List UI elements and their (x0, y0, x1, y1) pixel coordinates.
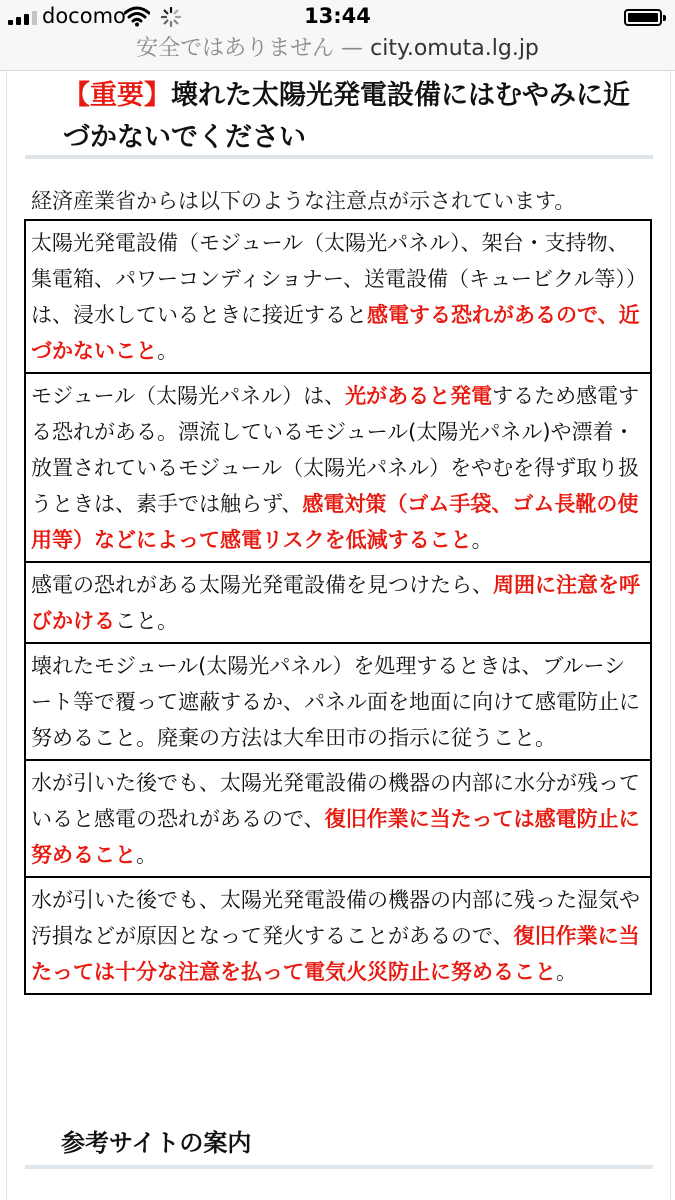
note-emphasis: 光があると発電 (345, 384, 493, 408)
precaution-item (26, 372, 650, 561)
note-emphasis: 復旧作業に当たっては十分な注意を払って電気火災防止に努めること (31, 924, 640, 984)
note-emphasis: 感電対策（ゴム手袋、ゴム長靴の使用等）などによって感電リスクを低減すること (31, 492, 639, 552)
precaution-item (26, 642, 650, 759)
note-text: 。 (157, 339, 178, 363)
address-bar[interactable] (0, 34, 675, 71)
security-warning-label: 安全ではありません (136, 36, 335, 61)
heading-divider (25, 155, 653, 159)
note-text: 。 (556, 960, 577, 984)
intro-text: 経済産業省からは以下のような注意点が示されています。 (31, 189, 576, 213)
note-text: 。 (471, 528, 493, 552)
reference-sites-heading: 参考サイトの案内 (61, 1129, 252, 1157)
note-text: するため感電する恐れがある。漂流しているモジュール(太陽光パネル)や漂着・放置されているモジュール（太陽光パネル）をやむを得ず取り扱うときは、素手では触らず、 (31, 384, 640, 516)
note-emphasis: 感電する恐れがあるので、近づかないこと (31, 303, 640, 363)
page-title-text: 壊れた太陽光発電設備にはむやみに近づかないでください (63, 80, 630, 153)
note-emphasis: 復旧作業に当たっては感電防止に努めること (31, 807, 640, 867)
battery-icon (624, 9, 662, 26)
note-text: 。 (136, 843, 157, 867)
precaution-item (26, 759, 650, 876)
note-text: 感電の恐れがある太陽光発電設備を見つけたら、 (31, 573, 493, 597)
precaution-item (26, 561, 650, 642)
address-separator: — (334, 36, 371, 61)
note-text: 壊れたモジュール(太陽光パネル）を処理するときは、ブルーシート等で覆って遮蔽するか、パネル面を地面に向けて感電防止に努めること。廃棄の方法は大牟田市の指示に従うこと。 (31, 654, 640, 750)
page-title (63, 75, 653, 159)
carrier-label: docomo (42, 4, 126, 28)
subheading-divider (25, 1165, 653, 1169)
important-tag: 【重要】 (63, 80, 171, 111)
note-text: 水が引いた後でも、太陽光発電設備の機器の内部に残った湿気や汚損などが原因となって発火することがあるので、 (31, 888, 640, 948)
precaution-item (26, 876, 650, 993)
note-text: 太陽光発電設備（モジュール（太陽光パネル）、架台・支持物、集電箱、パワーコンディショナー、送電設備（キュービクル等））は、浸水しているときに接近すると (31, 231, 637, 327)
page-content (6, 71, 671, 1200)
note-emphasis: 周囲に注意を呼びかける (31, 573, 640, 633)
clock: 13:44 (304, 4, 371, 28)
note-text: 水が引いた後でも、太陽光発電設備の機器の内部に水分が残っていると感電の恐れがあるので、 (31, 771, 640, 831)
precaution-item (26, 221, 650, 372)
precautions-table (24, 219, 652, 995)
note-text: こと。 (115, 609, 178, 633)
url-host: city.omuta.lg.jp (370, 36, 539, 61)
status-bar (0, 0, 675, 34)
note-text: モジュール（太陽光パネル）は、 (31, 384, 346, 408)
